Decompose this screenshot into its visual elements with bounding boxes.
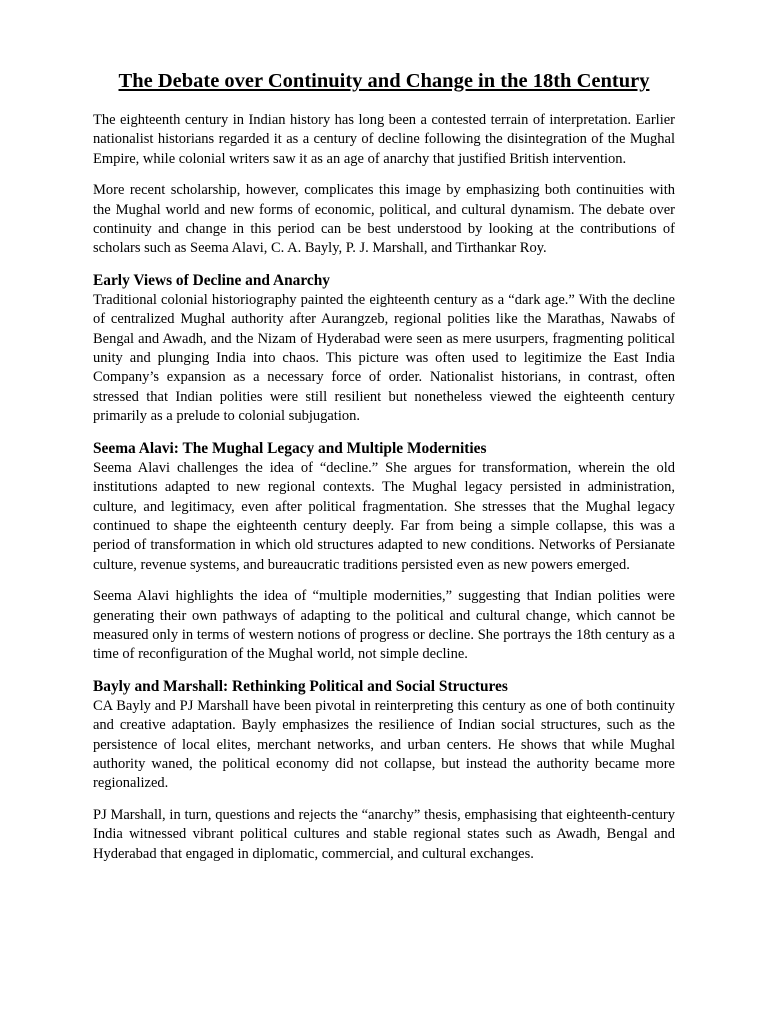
document-page: [93, 68, 675, 876]
section-bayly-marshall: [93, 677, 675, 864]
section-paragraph: CA Bayly and PJ Marshall have been pivotal in reinterpreting this century as one of both continuity and creative adaptation. Bayly emphasizes the resilience of Indian social structures, such as the persistence of local elites, merchant networks, and urban centers. He shows that while Mughal authority waned, the political economy did not collapse, but instead the authority became more regionalized.: [93, 697, 675, 792]
section-paragraph: PJ Marshall, in turn, questions and rejects the “anarchy” thesis, emphasising that eighteenth-century India witnessed vibrant political cultures and stable regional states such as Awadh, Bengal and Hyderabad that engaged in diplomatic, commercial, and cultural exchanges.: [93, 806, 675, 862]
intro-paragraph-1: The eighteenth century in Indian history has long been a contested terrain of interpretation. Earlier nationalist historians regarded it as a century of decline following the disintegration of the Mughal Empire, while colonial writers saw it as an age of anarchy that justified British intervention.: [93, 112, 675, 167]
section-paragraph: Seema Alavi challenges the idea of “decline.” She argues for transformation, wherein the old institutions adapted to new regional contexts. The Mughal legacy persisted in administration, culture, and legitimacy, even after political fragmentation. She stresses that the Mughal legacy continued to shape the eighteenth century deeply. Far from being a simple collapse, this was a period of transformation in which old structures adapted to new conditions. Networks of Persianate culture, revenue systems, and bureaucratic traditions persisted even as new powers emerged.: [93, 459, 675, 573]
section-paragraph: Seema Alavi highlights the idea of “multiple modernities,” suggesting that Indian polities were generating their own pathways of adapting to the political and cultural change, which cannot be measured only in terms of western notions of progress or decline. She portrays the 18th century as a time of reconfiguration of the Mughal world, not simple decline.: [93, 588, 675, 663]
section-heading: Bayly and Marshall: Rethinking Political and Social Structures: [93, 677, 508, 695]
intro-paragraph-2: More recent scholarship, however, complicates this image by emphasizing both continuities with the Mughal world and new forms of economic, political, and cultural dynamism. The debate over continuity and change in this period can be best understood by looking at the contributions of scholars such as Seema Alavi, C. A. Bayly, P. J. Marshall, and Tirthankar Roy.: [93, 182, 675, 257]
section-paragraph: Traditional colonial historiography painted the eighteenth century as a “dark age.” With the decline of centralized Mughal authority after Aurangzeb, regional polities like the Marathas, Nawabs of Bengal and Awadh, and the Nizam of Hyderabad were seen as mere usurpers, fragmenting political unity and plunging India into chaos. This picture was often used to legitimize the East India Company’s expansion as a necessary force of order. Nationalist historians, in contrast, often stressed that Indian polities were still resilient but nonetheless viewed the eighteenth century primarily as a prelude to colonial subjugation.: [93, 291, 675, 425]
section-heading: Early Views of Decline and Anarchy: [93, 271, 330, 289]
section-heading: Seema Alavi: The Mughal Legacy and Multiple Modernities: [93, 439, 487, 457]
section-seema-alavi: [93, 439, 675, 665]
section-early-views: [93, 271, 675, 427]
document-title: The Debate over Continuity and Change in the 18th Century: [118, 70, 650, 92]
